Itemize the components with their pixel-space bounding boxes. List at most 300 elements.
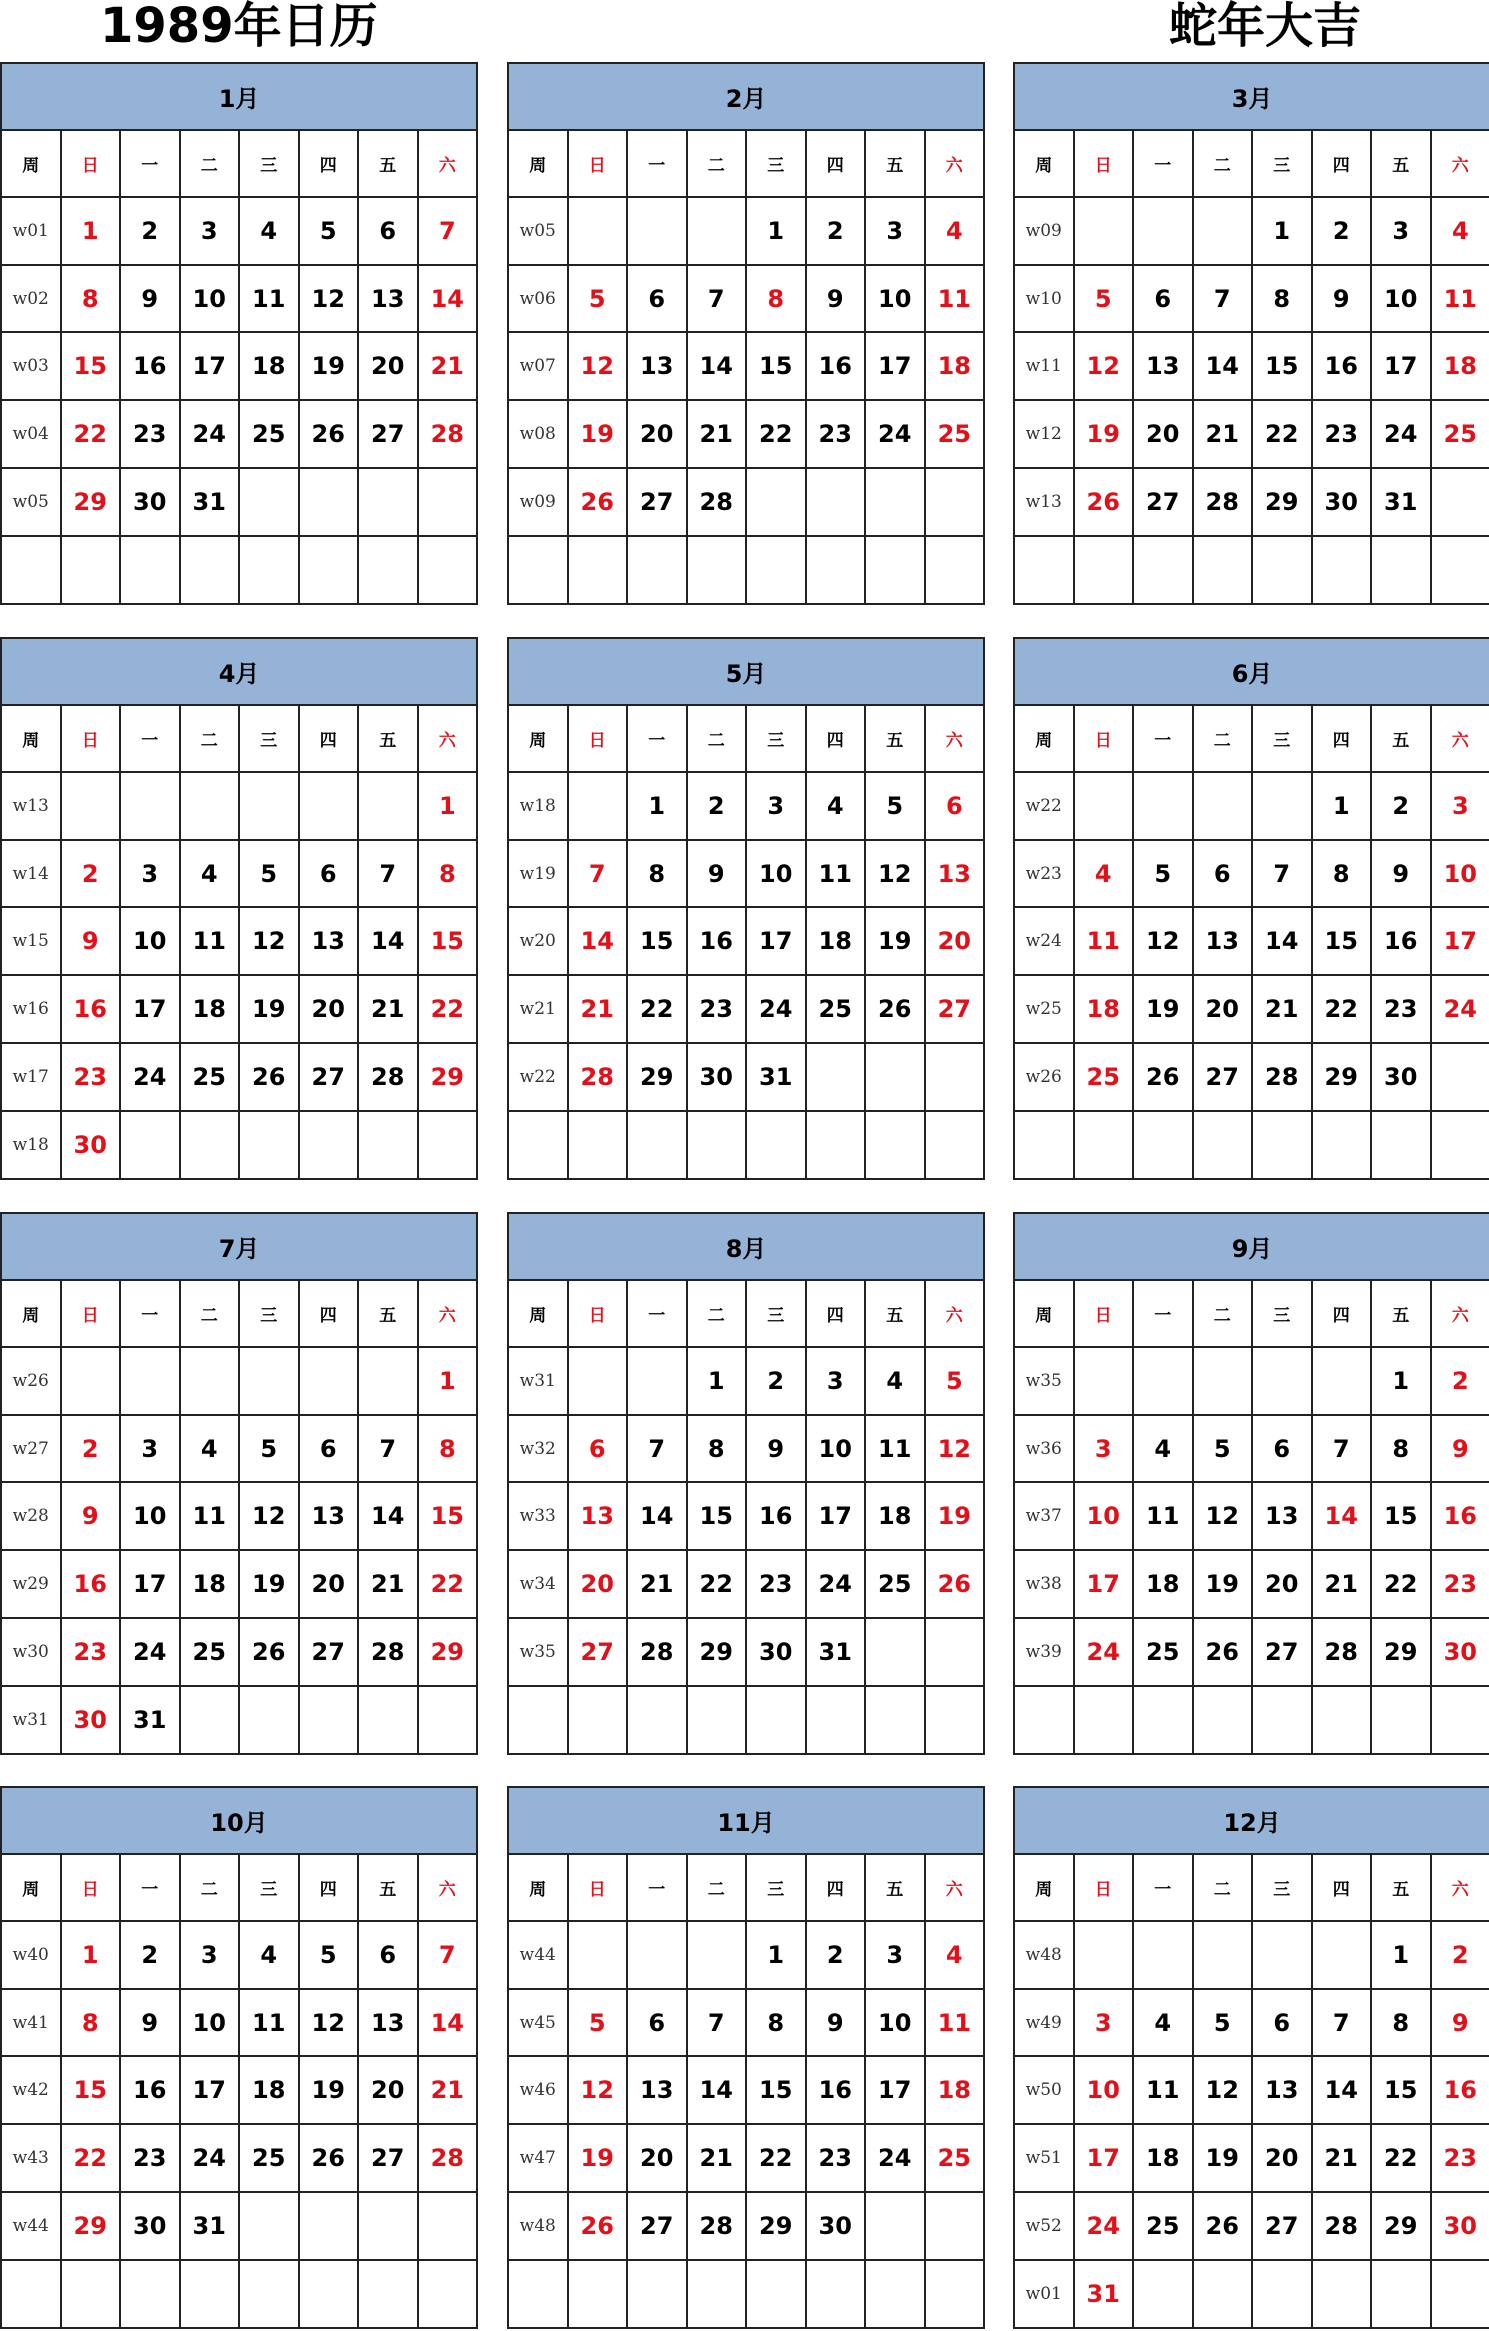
day-cell: 7 — [1312, 1989, 1372, 2057]
week-number — [1014, 1111, 1074, 1179]
day-cell — [358, 468, 418, 536]
day-cell: 27 — [627, 2192, 687, 2260]
day-cell — [568, 536, 628, 604]
day-cell: 2 — [1371, 772, 1431, 840]
day-cell: 26 — [865, 975, 925, 1043]
weekday-label: 六 — [925, 1854, 985, 1921]
day-cell: 7 — [1312, 1415, 1372, 1483]
day-cell: 25 — [180, 1043, 240, 1111]
day-cell — [746, 2260, 806, 2328]
day-cell: 18 — [180, 1550, 240, 1618]
week-number: w03 — [1, 332, 61, 400]
day-cell: 4 — [925, 197, 985, 265]
weekday-label: 五 — [865, 705, 925, 772]
day-cell — [299, 1111, 359, 1179]
day-cell: 2 — [120, 1921, 180, 1989]
week-row — [1, 1482, 477, 1550]
day-cell: 3 — [180, 1921, 240, 1989]
month-header: 8月 — [508, 1213, 984, 1280]
week-row — [508, 1618, 984, 1686]
day-cell: 10 — [865, 265, 925, 333]
day-cell — [568, 2260, 628, 2328]
day-cell: 17 — [1074, 2124, 1134, 2192]
day-cell — [1252, 536, 1312, 604]
day-cell: 1 — [1312, 772, 1372, 840]
day-cell — [687, 536, 747, 604]
day-cell: 19 — [299, 2056, 359, 2124]
day-cell: 19 — [239, 975, 299, 1043]
day-cell: 17 — [1074, 1550, 1134, 1618]
day-cell: 31 — [1074, 2260, 1134, 2328]
week-number: w31 — [1, 1686, 61, 1754]
day-cell: 12 — [1193, 2056, 1253, 2124]
week-row — [1014, 468, 1489, 536]
day-cell — [806, 1111, 866, 1179]
day-cell: 6 — [358, 197, 418, 265]
weekday-label: 五 — [358, 705, 418, 772]
day-cell: 25 — [925, 2124, 985, 2192]
week-number: w37 — [1014, 1482, 1074, 1550]
day-cell: 22 — [61, 400, 121, 468]
weekday-label: 二 — [180, 130, 240, 197]
week-number: w44 — [508, 1921, 568, 1989]
day-cell: 18 — [239, 332, 299, 400]
week-row — [1014, 265, 1489, 333]
day-cell: 28 — [568, 1043, 628, 1111]
day-cell: 21 — [1312, 1550, 1372, 1618]
day-cell: 15 — [418, 907, 478, 975]
weekday-label: 三 — [1252, 1280, 1312, 1347]
day-cell: 15 — [1312, 907, 1372, 975]
day-cell — [1252, 1111, 1312, 1179]
day-cell — [627, 1111, 687, 1179]
day-cell — [865, 536, 925, 604]
day-cell: 25 — [1431, 400, 1489, 468]
weekday-label: 四 — [806, 705, 866, 772]
weekday-label: 一 — [1133, 1854, 1193, 1921]
calendar-title: 1989年日历 — [100, 0, 378, 54]
day-cell — [1252, 1921, 1312, 1989]
day-cell: 17 — [180, 332, 240, 400]
month-table — [507, 1786, 985, 2329]
day-cell: 23 — [687, 975, 747, 1043]
day-cell: 10 — [1431, 840, 1489, 908]
day-cell: 12 — [865, 840, 925, 908]
day-cell: 19 — [925, 1482, 985, 1550]
day-cell: 18 — [806, 907, 866, 975]
month-header: 7月 — [1, 1213, 477, 1280]
day-cell: 12 — [239, 1482, 299, 1550]
week-number: w47 — [508, 2124, 568, 2192]
day-cell: 8 — [627, 840, 687, 908]
weekday-label: 四 — [299, 1280, 359, 1347]
week-number: w49 — [1014, 1989, 1074, 2057]
week-number — [1, 536, 61, 604]
day-cell: 25 — [1074, 1043, 1134, 1111]
week-row — [1, 1111, 477, 1179]
day-cell — [1312, 2260, 1372, 2328]
day-cell — [180, 536, 240, 604]
week-row — [1, 1989, 477, 2057]
day-cell: 23 — [1371, 975, 1431, 1043]
week-number: w13 — [1, 772, 61, 840]
day-cell — [627, 2260, 687, 2328]
week-row — [1014, 332, 1489, 400]
day-cell: 9 — [120, 1989, 180, 2057]
weekday-label: 四 — [299, 705, 359, 772]
week-row — [1014, 197, 1489, 265]
week-row — [1, 1550, 477, 1618]
day-cell: 22 — [687, 1550, 747, 1618]
day-cell: 26 — [1074, 468, 1134, 536]
day-cell: 8 — [61, 265, 121, 333]
day-cell: 1 — [61, 197, 121, 265]
day-cell: 30 — [61, 1111, 121, 1179]
week-number: w43 — [1, 2124, 61, 2192]
day-cell: 9 — [746, 1415, 806, 1483]
day-cell: 28 — [1252, 1043, 1312, 1111]
day-cell: 12 — [925, 1415, 985, 1483]
weekday-label: 日 — [568, 130, 628, 197]
week-row — [1, 468, 477, 536]
day-cell: 13 — [627, 332, 687, 400]
day-cell: 16 — [687, 907, 747, 975]
weekday-label: 三 — [239, 1854, 299, 1921]
day-cell: 21 — [418, 332, 478, 400]
day-cell: 14 — [358, 1482, 418, 1550]
day-cell: 27 — [1193, 1043, 1253, 1111]
week-row — [1, 772, 477, 840]
day-cell — [1133, 1347, 1193, 1415]
week-number: w16 — [1, 975, 61, 1043]
week-row — [1, 1415, 477, 1483]
weekday-label: 四 — [806, 1280, 866, 1347]
day-cell — [865, 468, 925, 536]
week-row — [1014, 2124, 1489, 2192]
day-cell — [568, 1921, 628, 1989]
day-cell: 12 — [299, 1989, 359, 2057]
day-cell — [1312, 1347, 1372, 1415]
day-cell — [1133, 1686, 1193, 1754]
week-row — [1014, 1043, 1489, 1111]
day-cell: 17 — [865, 332, 925, 400]
day-cell — [299, 2192, 359, 2260]
day-cell: 11 — [1074, 907, 1134, 975]
week-number: w23 — [1014, 840, 1074, 908]
week-row — [508, 1921, 984, 1989]
day-cell: 11 — [1133, 2056, 1193, 2124]
day-cell: 1 — [1371, 1347, 1431, 1415]
weekday-label: 周 — [508, 705, 568, 772]
week-row — [1014, 1989, 1489, 2057]
day-cell: 30 — [1431, 1618, 1489, 1686]
week-number: w26 — [1, 1347, 61, 1415]
weekday-label: 四 — [806, 130, 866, 197]
weekday-label: 六 — [925, 1280, 985, 1347]
day-cell: 24 — [1074, 1618, 1134, 1686]
weekday-label: 六 — [418, 705, 478, 772]
day-cell: 3 — [180, 197, 240, 265]
day-cell: 15 — [1371, 2056, 1431, 2124]
day-cell: 22 — [61, 2124, 121, 2192]
day-cell: 4 — [865, 1347, 925, 1415]
week-row — [1, 1921, 477, 1989]
day-cell: 12 — [299, 265, 359, 333]
month-header: 9月 — [1014, 1213, 1489, 1280]
day-cell: 18 — [1133, 1550, 1193, 1618]
day-cell: 1 — [746, 197, 806, 265]
day-cell: 10 — [806, 1415, 866, 1483]
day-cell: 5 — [1193, 1415, 1253, 1483]
day-cell: 18 — [925, 2056, 985, 2124]
week-number: w09 — [1014, 197, 1074, 265]
day-cell: 21 — [1252, 975, 1312, 1043]
day-cell: 5 — [239, 1415, 299, 1483]
calendar-slogan: 蛇年大吉 — [1168, 0, 1361, 54]
weekday-label: 三 — [1252, 130, 1312, 197]
day-cell: 1 — [61, 1921, 121, 1989]
day-cell: 1 — [418, 772, 478, 840]
day-cell — [1193, 2260, 1253, 2328]
weekday-label: 周 — [1, 1854, 61, 1921]
day-cell: 4 — [1133, 1989, 1193, 2057]
day-cell: 11 — [180, 907, 240, 975]
day-cell: 16 — [61, 975, 121, 1043]
day-cell — [1193, 1921, 1253, 1989]
day-cell — [1371, 2260, 1431, 2328]
day-cell: 19 — [299, 332, 359, 400]
day-cell — [925, 1618, 985, 1686]
day-cell: 25 — [865, 1550, 925, 1618]
day-cell — [1074, 1347, 1134, 1415]
day-cell: 22 — [1312, 975, 1372, 1043]
day-cell: 2 — [1431, 1347, 1489, 1415]
day-cell — [358, 1686, 418, 1754]
day-cell — [418, 2192, 478, 2260]
day-cell: 29 — [1371, 1618, 1431, 1686]
day-cell: 1 — [418, 1347, 478, 1415]
weekday-label: 二 — [180, 705, 240, 772]
day-cell: 15 — [746, 332, 806, 400]
month-table — [1013, 637, 1489, 1180]
day-cell — [568, 1686, 628, 1754]
day-cell: 24 — [120, 1618, 180, 1686]
day-cell: 15 — [1252, 332, 1312, 400]
weekday-label: 周 — [1014, 705, 1074, 772]
weekday-label: 一 — [627, 130, 687, 197]
week-row — [508, 265, 984, 333]
week-row — [508, 1686, 984, 1754]
day-cell: 29 — [746, 2192, 806, 2260]
week-number: w12 — [1014, 400, 1074, 468]
day-cell: 16 — [806, 2056, 866, 2124]
week-number: w51 — [1014, 2124, 1074, 2192]
weekday-label: 五 — [865, 1280, 925, 1347]
day-cell: 28 — [1312, 1618, 1372, 1686]
weekday-label: 日 — [1074, 1854, 1134, 1921]
day-cell — [239, 468, 299, 536]
day-cell — [358, 2260, 418, 2328]
day-cell: 19 — [1133, 975, 1193, 1043]
week-row — [508, 2260, 984, 2328]
day-cell — [925, 468, 985, 536]
day-cell: 20 — [568, 1550, 628, 1618]
day-cell: 15 — [61, 332, 121, 400]
week-number: w26 — [1014, 1043, 1074, 1111]
day-cell: 20 — [1252, 1550, 1312, 1618]
week-number: w05 — [1, 468, 61, 536]
day-cell: 8 — [1371, 1989, 1431, 2057]
day-cell — [925, 1111, 985, 1179]
day-cell: 10 — [180, 1989, 240, 2057]
day-cell: 7 — [418, 197, 478, 265]
day-cell: 18 — [239, 2056, 299, 2124]
day-cell — [925, 1043, 985, 1111]
day-cell: 30 — [687, 1043, 747, 1111]
week-number: w04 — [1, 400, 61, 468]
weekday-label: 二 — [1193, 705, 1253, 772]
day-cell — [1133, 536, 1193, 604]
week-row — [508, 1347, 984, 1415]
week-row — [1014, 1618, 1489, 1686]
day-cell — [299, 1347, 359, 1415]
month-header: 12月 — [1014, 1787, 1489, 1854]
month-table — [507, 637, 985, 1180]
day-cell: 20 — [1193, 975, 1253, 1043]
month-header: 11月 — [508, 1787, 984, 1854]
day-cell: 20 — [358, 2056, 418, 2124]
day-cell — [1074, 536, 1134, 604]
day-cell — [299, 536, 359, 604]
day-cell: 23 — [746, 1550, 806, 1618]
day-cell: 14 — [568, 907, 628, 975]
day-cell — [299, 2260, 359, 2328]
day-cell: 17 — [1371, 332, 1431, 400]
day-cell — [1074, 772, 1134, 840]
week-number: w30 — [1, 1618, 61, 1686]
day-cell: 6 — [1133, 265, 1193, 333]
day-cell: 25 — [180, 1618, 240, 1686]
day-cell: 13 — [358, 1989, 418, 2057]
day-cell: 31 — [180, 2192, 240, 2260]
day-cell — [61, 536, 121, 604]
day-cell — [1074, 1921, 1134, 1989]
day-cell — [1133, 197, 1193, 265]
day-cell: 4 — [180, 1415, 240, 1483]
day-cell — [1312, 1686, 1372, 1754]
week-row — [1014, 2260, 1489, 2328]
day-cell: 22 — [1371, 2124, 1431, 2192]
day-cell: 27 — [358, 2124, 418, 2192]
weekday-label: 日 — [1074, 705, 1134, 772]
day-cell — [806, 468, 866, 536]
week-row — [1, 1686, 477, 1754]
day-cell: 16 — [806, 332, 866, 400]
week-row — [1014, 772, 1489, 840]
day-cell: 12 — [1074, 332, 1134, 400]
day-cell — [746, 468, 806, 536]
day-cell: 24 — [746, 975, 806, 1043]
day-cell: 9 — [1431, 1989, 1489, 2057]
day-cell: 25 — [239, 2124, 299, 2192]
day-cell — [358, 1111, 418, 1179]
day-cell: 28 — [418, 2124, 478, 2192]
day-cell: 23 — [806, 400, 866, 468]
day-cell: 4 — [1074, 840, 1134, 908]
week-number: w31 — [508, 1347, 568, 1415]
day-cell: 27 — [358, 400, 418, 468]
day-cell: 11 — [239, 1989, 299, 2057]
day-cell — [358, 2192, 418, 2260]
day-cell: 26 — [299, 2124, 359, 2192]
week-row — [508, 468, 984, 536]
week-row — [1014, 1921, 1489, 1989]
week-number: w17 — [1, 1043, 61, 1111]
day-cell — [746, 1111, 806, 1179]
day-cell: 9 — [120, 265, 180, 333]
day-cell: 24 — [1371, 400, 1431, 468]
weekday-label: 一 — [120, 1280, 180, 1347]
weekday-label: 六 — [1431, 1280, 1489, 1347]
day-cell: 13 — [299, 907, 359, 975]
day-cell: 19 — [865, 907, 925, 975]
week-row — [508, 772, 984, 840]
day-cell — [1431, 468, 1489, 536]
day-cell: 13 — [299, 1482, 359, 1550]
week-number: w18 — [508, 772, 568, 840]
week-number: w27 — [1, 1415, 61, 1483]
day-cell: 11 — [865, 1415, 925, 1483]
day-cell: 21 — [1312, 2124, 1372, 2192]
day-cell: 19 — [1193, 1550, 1253, 1618]
weekday-label: 日 — [61, 130, 121, 197]
day-cell: 1 — [1371, 1921, 1431, 1989]
day-cell — [1431, 1111, 1489, 1179]
day-cell: 5 — [1133, 840, 1193, 908]
day-cell — [180, 772, 240, 840]
day-cell: 10 — [746, 840, 806, 908]
day-cell: 9 — [687, 840, 747, 908]
day-cell — [806, 1686, 866, 1754]
day-cell — [1193, 1686, 1253, 1754]
day-cell — [299, 1686, 359, 1754]
weekday-label: 四 — [299, 1854, 359, 1921]
day-cell: 10 — [120, 1482, 180, 1550]
week-number: w20 — [508, 907, 568, 975]
day-cell: 6 — [299, 1415, 359, 1483]
day-cell: 8 — [61, 1989, 121, 2057]
day-cell: 13 — [925, 840, 985, 908]
day-cell — [1431, 1686, 1489, 1754]
day-cell — [120, 1347, 180, 1415]
month-table — [0, 1212, 478, 1755]
day-cell — [865, 1111, 925, 1179]
week-number: w35 — [1014, 1347, 1074, 1415]
day-cell: 10 — [120, 907, 180, 975]
day-cell: 2 — [120, 197, 180, 265]
day-cell: 24 — [120, 1043, 180, 1111]
week-number: w46 — [508, 2056, 568, 2124]
week-row — [508, 1415, 984, 1483]
day-cell: 9 — [806, 265, 866, 333]
day-cell: 20 — [627, 2124, 687, 2192]
day-cell — [1312, 1111, 1372, 1179]
day-cell: 29 — [687, 1618, 747, 1686]
day-cell — [687, 1111, 747, 1179]
day-cell: 14 — [1193, 332, 1253, 400]
day-cell: 10 — [865, 1989, 925, 2057]
day-cell: 26 — [925, 1550, 985, 1618]
